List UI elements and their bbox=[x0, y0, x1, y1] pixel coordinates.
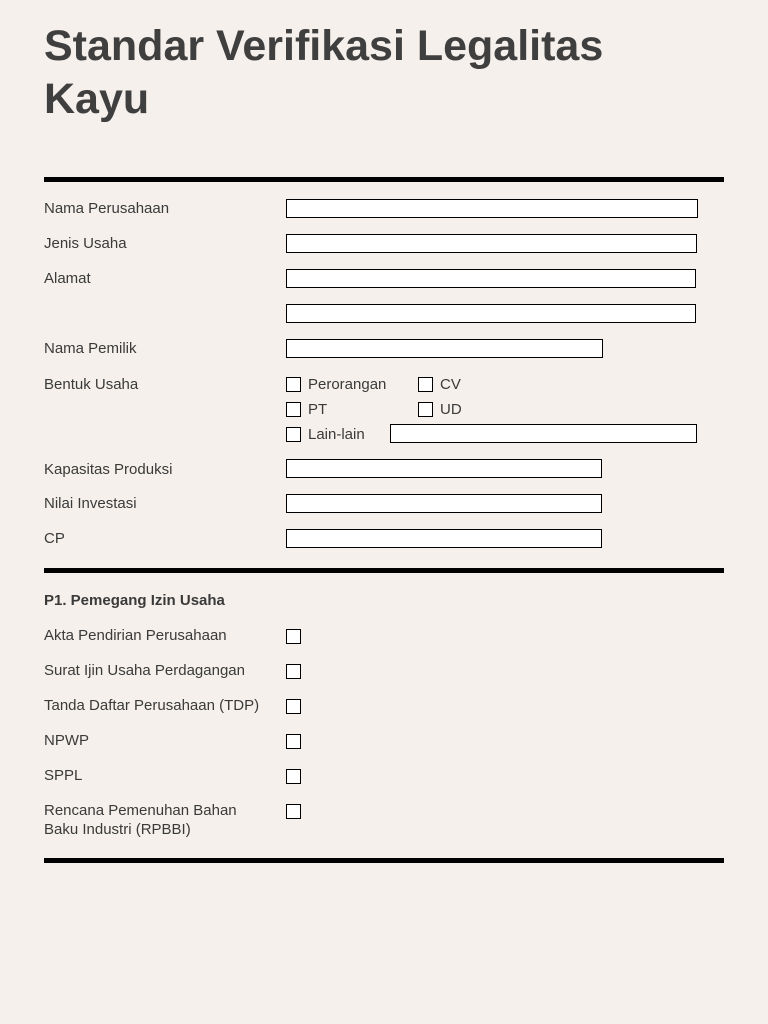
alamat-input-line-2[interactable] bbox=[286, 304, 696, 323]
label-alamat: Alamat bbox=[44, 270, 91, 287]
label-kapasitas-produksi: Kapasitas Produksi bbox=[44, 461, 173, 478]
checkbox-lain-lain[interactable] bbox=[286, 427, 301, 442]
checkbox-npwp[interactable] bbox=[286, 734, 301, 749]
option-label-cv: CV bbox=[440, 376, 461, 393]
alamat-input-line-1[interactable] bbox=[286, 269, 696, 288]
checkbox-akta-pendirian[interactable] bbox=[286, 629, 301, 644]
checkbox-siup[interactable] bbox=[286, 664, 301, 679]
checkbox-tdp[interactable] bbox=[286, 699, 301, 714]
p1-item-label: Rencana Pemenuhan Bahan Baku Industri (RPBBI) bbox=[44, 802, 237, 838]
checkbox-perorangan[interactable] bbox=[286, 377, 301, 392]
label-cp: CP bbox=[44, 530, 65, 547]
p1-item-label: SPPL bbox=[44, 767, 83, 784]
label-nama-perusahaan: Nama Perusahaan bbox=[44, 200, 170, 217]
checkbox-cv[interactable] bbox=[418, 377, 433, 392]
checkbox-rpbbi[interactable] bbox=[286, 804, 301, 819]
option-label-ud: UD bbox=[440, 401, 462, 418]
p1-item-label: Tanda Daftar Perusahaan (TDP) bbox=[44, 697, 260, 714]
p1-item-label: Akta Pendirian Perusahaan bbox=[44, 627, 227, 644]
option-label-lain-lain: Lain-lain bbox=[308, 426, 365, 443]
divider-top bbox=[44, 177, 724, 182]
checkbox-ud[interactable] bbox=[418, 402, 433, 417]
kapasitas-produksi-input[interactable] bbox=[286, 459, 602, 478]
divider-middle bbox=[44, 568, 724, 573]
option-label-pt: PT bbox=[308, 401, 328, 418]
option-label-perorangan: Perorangan bbox=[308, 376, 387, 393]
label-jenis-usaha: Jenis Usaha bbox=[44, 235, 127, 252]
jenis-usaha-input[interactable] bbox=[286, 234, 697, 253]
label-nilai-investasi: Nilai Investasi bbox=[44, 495, 137, 512]
page-title: Standar Verifikasi Legalitas Kayu bbox=[44, 22, 604, 123]
p1-item-label: Surat Ijin Usaha Perdagangan bbox=[44, 662, 245, 679]
checkbox-sppl[interactable] bbox=[286, 769, 301, 784]
label-bentuk-usaha: Bentuk Usaha bbox=[44, 376, 139, 393]
lain-lain-input[interactable] bbox=[390, 424, 697, 443]
label-nama-pemilik: Nama Pemilik bbox=[44, 340, 137, 357]
nilai-investasi-input[interactable] bbox=[286, 494, 602, 513]
p1-item-label: NPWP bbox=[44, 732, 89, 749]
nama-perusahaan-input[interactable] bbox=[286, 199, 698, 218]
section-heading-p1: P1. Pemegang Izin Usaha bbox=[44, 592, 225, 609]
cp-input[interactable] bbox=[286, 529, 602, 548]
nama-pemilik-input[interactable] bbox=[286, 339, 603, 358]
divider-bottom bbox=[44, 858, 724, 863]
checkbox-pt[interactable] bbox=[286, 402, 301, 417]
